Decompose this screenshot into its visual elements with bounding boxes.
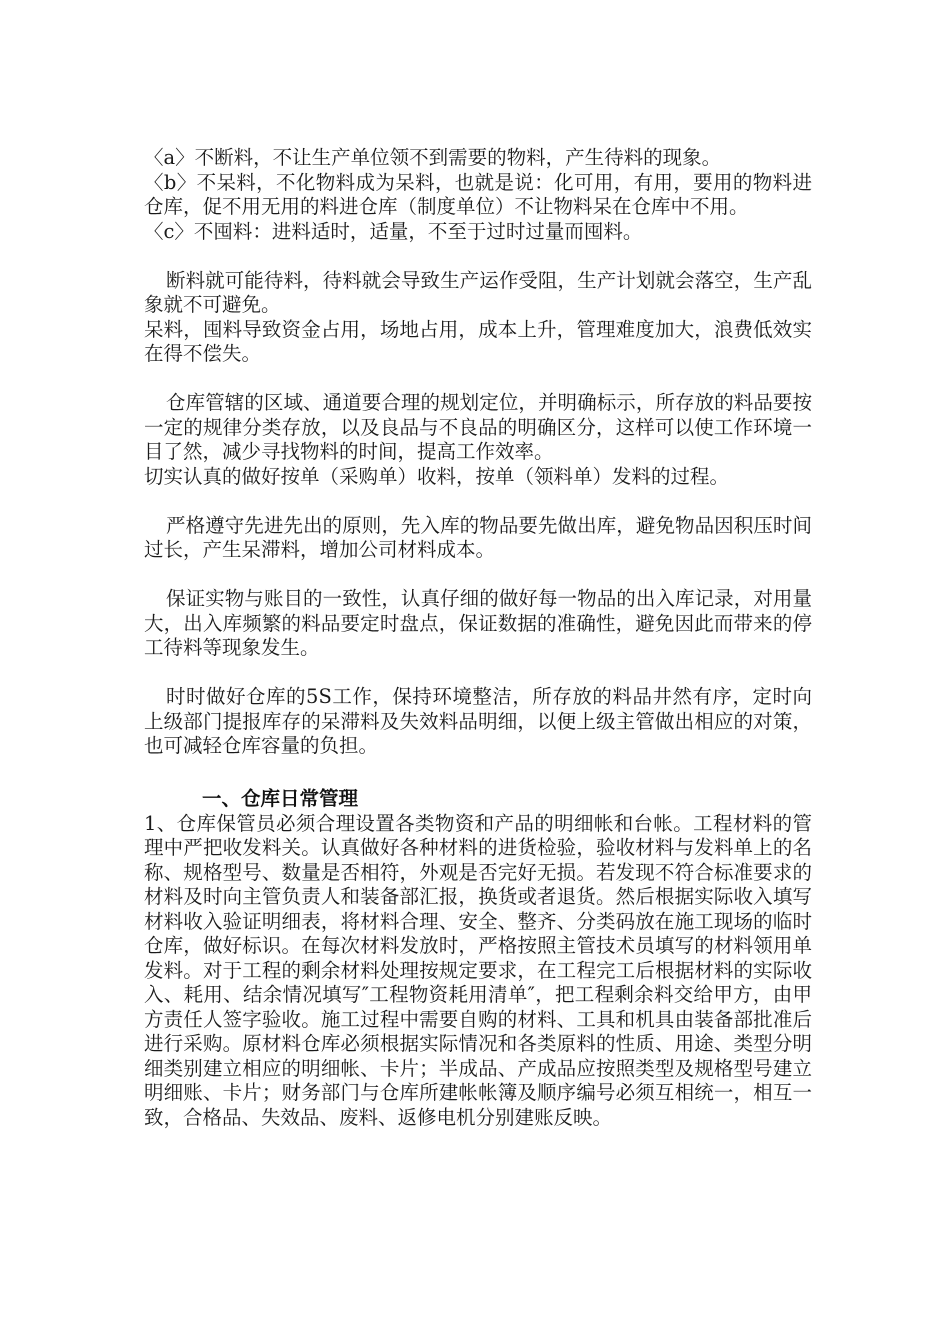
section-body: 1、仓库保管员必须合理设置各类物资和产品的明细帐和台帐。工程材料的管理中严把收发料关。认真做好各种材料的进货检验，验收材料与发料单上的名称、规格型号、数量是否相符，外观是否完好无损。若发现不符合标准要求的材料及时向主管负责人和装备部汇报，换货或者退货。然后根据实际收入填写材料收入验证明细表，将材料合理、安全、整齐、分类码放在施工现场的临时仓库，做好标识。在每次材料发放时，严格按照主管技术员填写的材料领用单发料。对于工程的剩余材料处理按规定要求，在工程完工后根据材料的实际收入、耗用、结余情况填写″工程物资耗用清单″，把工程剩余料交给甲方，由甲方责任人签字验收。施工过程中需要自购的材料、工具和机具由装备部批准后进行采购。原材料仓库必须根据实际情况和各类原料的性质、用途、类型分明细类别建立相应的明细帐、卡片；半成品、产成品应按照类型及规格型号建立明细账、卡片；财务部门与仓库所建帐帐簿及顺序编号必须互相统一，相互一致，合格品、失效品、废料、返修电机分别建账反映。 (144, 811, 812, 1129)
item-c: 〈c〉不囤料：进料适时，适量，不至于过时过量而囤料。 (144, 219, 643, 243)
spacer (144, 563, 812, 588)
paragraph-5s: 时时做好仓库的5S工作，保持环境整洁，所存放的料品井然有序，定时向上级部门提报库存的呆滞料及失效料品明细，以便上级主管做出相应的对策，也可减轻仓库容量的负担。 (144, 685, 812, 757)
document-page (144, 146, 812, 1130)
paragraph-zoning: 仓库管辖的区域、通道要合理的规划定位，并明确标示，所存放的料品要按一定的规律分类存放，以及良品与不良品的明确区分，这样可以使工作环境一目了然，减少寻找物料的时间，提高工作效率。 (144, 391, 812, 463)
spacer (144, 489, 812, 514)
spacer (144, 367, 812, 392)
paragraph-idle-stock: 呆料，囤料导致资金占用，场地占用，成本上升，管理难度加大，浪费低效实在得不偿失。 (144, 317, 812, 365)
section-heading: 一、仓库日常管理 (202, 787, 359, 810)
paragraph-consistency: 保证实物与账目的一致性，认真仔细的做好每一物品的出入库记录，对用量大，出入库频繁的料品要定时盘点，保证数据的准确性，避免因此而带来的停工待料等现象发生。 (144, 587, 812, 659)
paragraph-fifo: 严格遵守先进先出的原则，先入库的物品要先做出库，避免物品因积压时间过长，产生呆滞料，增加公司材料成本。 (144, 513, 812, 561)
paragraph-receiving: 切实认真的做好按单（采购单）收料，按单（领料单）发料的过程。 (144, 464, 730, 488)
spacer (144, 661, 812, 686)
item-b: 〈b〉不呆料，不化物料成为呆料，也就是说：化可用，有用，要用的物料进仓库，促不用无用的料进仓库（制度单位）不让物料呆在仓库中不用。 (144, 170, 812, 218)
spacer (144, 244, 812, 269)
paragraph-shortage: 断料就可能待料，待料就会导致生产运作受阻，生产计划就会落空，生产乱象就不可避免。 (144, 268, 812, 316)
spacer (144, 759, 812, 784)
item-a: 〈a〉不断料，不让生产单位领不到需要的物料，产生待料的现象。 (144, 146, 722, 169)
